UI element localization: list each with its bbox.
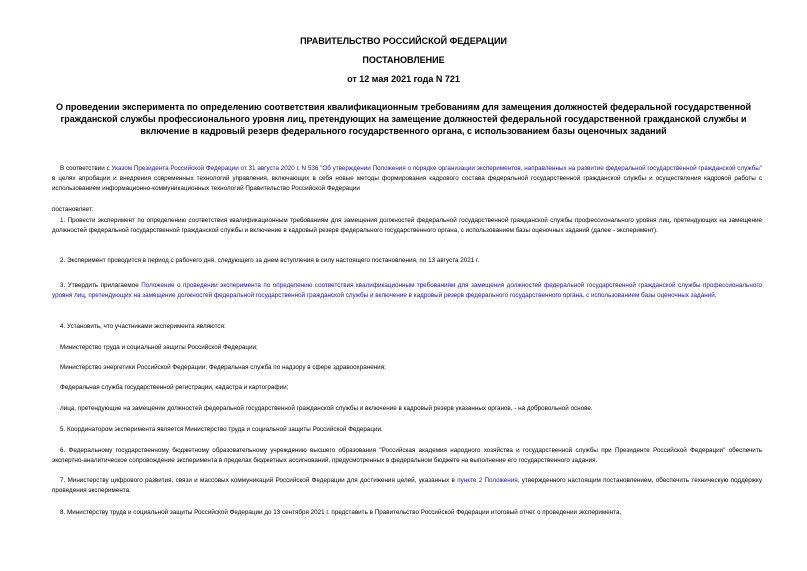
participant-item: Федеральная служба государственной регистрации, кадастра и картографии; (60, 384, 289, 391)
participant-item: лица, претендующие на замещение должностей федеральной государственной гражданской службы и включение в кадровый резерв указанных органов, - на добровольной основе. (60, 405, 593, 412)
clause-7-text-after: , утвержденного настоящим постановлением, обеспечить техническую поддержку проведения эксперимента. (52, 477, 762, 494)
clause-2: 2. Эксперимент проводится в период с рабочего дня, следующего за днем вступления в силу настоящего постановления, по 13 августа 2021 г. (60, 257, 480, 264)
document-date-number: от 12 мая 2021 года N 721 (347, 74, 460, 84)
participant-item: Министерство энергетики Российской Федерации; Федеральная служба по надзору в сфере здравоохранения; (60, 364, 386, 371)
clause-4: 4. Установить, что участниками эксперимента являются: (60, 323, 226, 330)
preamble-text-after: в целях апробации и внедрения современных технологий управления, включающих в себя новые методы формирования кадрового состава федеральной государственной гражданской службы и осуществления кадровой работы с использованием информационно-коммуникационных технологий Правительство Российской Федерации (52, 175, 762, 192)
clause-7-text-before: 7. Министерству цифрового развития, связи и массовых коммуникаций Российской Федерации для достижения целей, указанных в (60, 477, 458, 484)
clause-3-text-after: . (714, 292, 717, 299)
participant-item: Министерство труда и социальной защиты Российской Федерации; (60, 344, 258, 351)
preamble (52, 164, 762, 194)
clause-3 (52, 281, 762, 301)
issuing-authority: ПРАВИТЕЛЬСТВО РОССИЙСКОЙ ФЕДЕРАЦИИ (300, 36, 507, 46)
resolves-label: постановляет: (52, 206, 94, 213)
regulation-clause-2-link[interactable]: пункте 2 Положения (457, 477, 518, 484)
preamble-text-before: В соответствии с (60, 165, 112, 172)
clause-1: 1. Провести эксперимент по определению соответствия квалификационным требованиям для замещения должностей федеральной государственной гражданской службы профессионального уровня лиц, претендующих на замещение должностей федеральной государственной гражданской службы и включение в кадровый резерв федерального государственного органа, с использованием базы оценочных заданий (далее - эксперимент). (52, 217, 762, 234)
clause-6: 6. Федеральному государственному бюджетному образовательному учреждению высшего образования "Российская академия народного хозяйства и государственной службы при Президенте Российской Федерации" обеспечить экспертно-аналитическое сопровождение эксперимента в пределах бюджетных ассигнований, предусмотренных в федеральном бюджете на выполнение его государственного задания. (52, 447, 762, 464)
clause-5: 5. Координатором эксперимента является Министерство труда и социальной защиты Российской Федерации. (60, 426, 383, 433)
document-title: О проведении эксперимента по определению соответствия квалификационным требованиям для замещения должностей федеральной государственной гражданской службы профессионального уровня лиц, претендующих на замещение должностей федеральной государственной гражданской службы и включение в кадровый резерв федерального государственного органа, с использованием базы оценочных заданий (55, 102, 752, 136)
document-type: ПОСТАНОВЛЕНИЕ (362, 55, 445, 65)
clause-3-text-before: 3. Утвердить прилагаемое (60, 282, 142, 289)
clause-7 (52, 476, 762, 496)
clause-8: 8. Министерству труда и социальной защиты Российской Федерации до 13 сентября 2021 г. представить в Правительство Российской Федерации итоговый отчет о проведении эксперимента. (60, 509, 622, 516)
regulation-link[interactable]: Положение о проведении эксперимента по определению соответствия квалификационным требованиям для замещения должностей федеральной государственной гражданской службы профессионального уровня лиц, претендующих на замещение должностей федеральной государственной гражданской службы и включение в кадровый резерв федерального государственного органа, с использованием базы оценочных заданий (52, 282, 762, 299)
presidential-decree-link[interactable]: Указом Президента Российской Федерации от 31 августа 2020 г. N 536 "Об утверждении Положения о порядке организации экспериментов, направленных на развитие федеральной государственной гражданской службы" (111, 165, 762, 172)
